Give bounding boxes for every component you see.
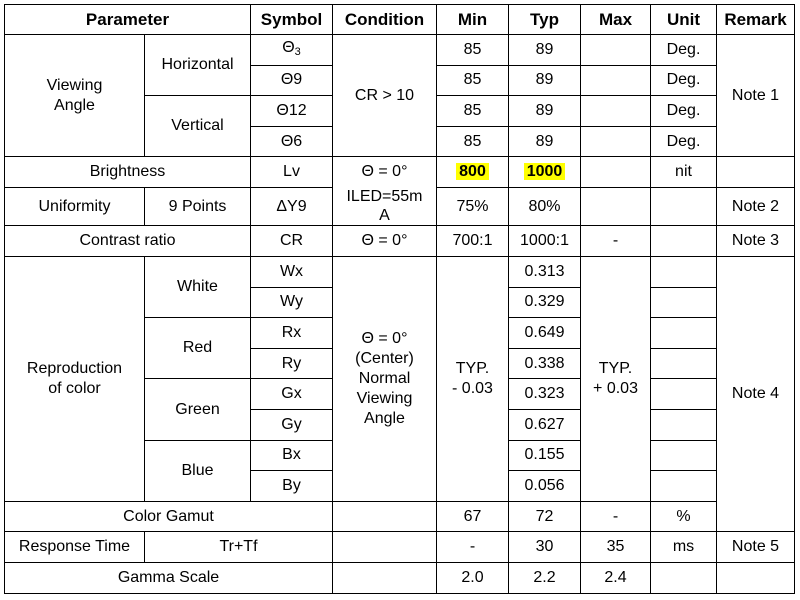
typ-cell: 89 (509, 65, 581, 96)
typ-cell: 0.323 (509, 379, 581, 410)
response-label: Response Time (5, 532, 145, 563)
uniformity-label: Uniformity (5, 187, 145, 226)
symbol-cell: Ry (251, 348, 333, 379)
symbol-cell: Gy (251, 410, 333, 441)
unit-cell (651, 379, 717, 410)
typ-cell: 89 (509, 126, 581, 157)
min-cell: 67 (437, 501, 509, 532)
brightness-typ-highlight: 1000 (524, 163, 566, 180)
unit-cell: % (651, 501, 717, 532)
unit-cell (651, 257, 717, 288)
vertical-label: Vertical (145, 96, 251, 157)
min-cell: 85 (437, 35, 509, 66)
min-cell: 2.0 (437, 563, 509, 594)
reproduction-condition: Θ = 0° (Center) Normal Viewing Angle (333, 257, 437, 502)
max-cell: 2.4 (581, 563, 651, 594)
symbol-cell: Θ12 (251, 96, 333, 127)
max-cell (581, 35, 651, 66)
symbol-cell: Gx (251, 379, 333, 410)
brightness-condition: Θ = 0° (333, 157, 437, 188)
min-cell: 75% (437, 187, 509, 226)
unit-cell (651, 563, 717, 594)
max-cell: - (581, 501, 651, 532)
uniformity-remark: Note 2 (717, 187, 795, 226)
symbol-cell: Wx (251, 257, 333, 288)
symbol-cell: Wy (251, 287, 333, 318)
reproduction-remark: Note 4 (717, 257, 795, 532)
uniformity-sub: 9 Points (145, 187, 251, 226)
remark-cell (717, 563, 795, 594)
typ-cell: 0.649 (509, 318, 581, 349)
table-row (5, 157, 795, 188)
max-cell: - (581, 226, 651, 257)
typ-cell: 89 (509, 35, 581, 66)
unit-cell (651, 440, 717, 471)
unit-cell (651, 226, 717, 257)
max-cell (581, 187, 651, 226)
symbol-cell: Lv (251, 157, 333, 188)
unit-cell (651, 187, 717, 226)
typ-cell: 0.627 (509, 410, 581, 441)
unit-cell: nit (651, 157, 717, 188)
color-red-label: Red (145, 318, 251, 379)
symbol-cell: Θ6 (251, 126, 333, 157)
unit-cell: Deg. (651, 96, 717, 127)
brightness-min-highlight: 800 (456, 163, 489, 180)
brightness-label: Brightness (5, 157, 251, 188)
color-blue-label: Blue (145, 440, 251, 501)
response-remark: Note 5 (717, 532, 795, 563)
table-row (5, 187, 795, 226)
table-row (5, 226, 795, 257)
contrast-remark: Note 3 (717, 226, 795, 257)
typ-cell: 0.329 (509, 287, 581, 318)
symbol-cell: $\Theta_3$ (251, 35, 333, 66)
typ-cell: 0.338 (509, 348, 581, 379)
header-typ: Typ (509, 5, 581, 35)
color-green-label: Green (145, 379, 251, 440)
symbol-cell: ΔY9 (251, 187, 333, 226)
unit-cell: ms (651, 532, 717, 563)
typ-cell: 1000:1 (509, 226, 581, 257)
unit-cell (651, 471, 717, 502)
reproduction-label: Reproduction of color (5, 257, 145, 502)
viewing-remark: Note 1 (717, 35, 795, 157)
header-unit: Unit (651, 5, 717, 35)
unit-cell: Deg. (651, 35, 717, 66)
min-cell: 85 (437, 126, 509, 157)
typ-cell: 72 (509, 501, 581, 532)
reproduction-max: TYP. + 0.03 (581, 257, 651, 502)
contrast-condition: Θ = 0° (333, 226, 437, 257)
typ-cell (509, 157, 581, 188)
min-cell: 85 (437, 96, 509, 127)
color-white-label: White (145, 257, 251, 318)
typ-cell: 0.313 (509, 257, 581, 288)
symbol-cell: Bx (251, 440, 333, 471)
header-max: Max (581, 5, 651, 35)
remark-cell (717, 157, 795, 188)
unit-cell (651, 287, 717, 318)
contrast-label: Contrast ratio (5, 226, 251, 257)
symbol-cell: Θ9 (251, 65, 333, 96)
symbol-cell: CR (251, 226, 333, 257)
typ-cell: 2.2 (509, 563, 581, 594)
symbol-cell: Rx (251, 318, 333, 349)
unit-cell (651, 410, 717, 441)
response-symbol: Tr+Tf (145, 532, 333, 563)
max-cell (581, 96, 651, 127)
header-parameter: Parameter (5, 5, 251, 35)
table-row (5, 563, 795, 594)
symbol-cell: By (251, 471, 333, 502)
table-row (5, 257, 795, 288)
typ-cell: 80% (509, 187, 581, 226)
min-cell: 85 (437, 65, 509, 96)
max-cell (581, 126, 651, 157)
typ-cell: 0.056 (509, 471, 581, 502)
horizontal-label: Horizontal (145, 35, 251, 96)
header-remark: Remark (717, 5, 795, 35)
min-cell: 700:1 (437, 226, 509, 257)
header-min: Min (437, 5, 509, 35)
spec-table (4, 4, 795, 594)
reproduction-min: TYP. - 0.03 (437, 257, 509, 502)
unit-cell: Deg. (651, 65, 717, 96)
min-cell (437, 157, 509, 188)
table-row (5, 35, 795, 66)
max-cell (581, 157, 651, 188)
condition-cell (333, 563, 437, 594)
min-cell: - (437, 532, 509, 563)
viewing-angle-label: Viewing Angle (5, 35, 145, 157)
unit-cell (651, 348, 717, 379)
header-condition: Condition (333, 5, 437, 35)
header-row (5, 5, 795, 35)
condition-cell (333, 501, 437, 532)
max-cell (581, 65, 651, 96)
table-row (5, 532, 795, 563)
iled-condition: ILED=55m A (333, 187, 437, 226)
typ-cell: 89 (509, 96, 581, 127)
gamma-label: Gamma Scale (5, 563, 333, 594)
viewing-condition: CR > 10 (333, 35, 437, 157)
header-symbol: Symbol (251, 5, 333, 35)
condition-cell (333, 532, 437, 563)
table-row (5, 501, 795, 532)
unit-cell (651, 318, 717, 349)
typ-cell: 30 (509, 532, 581, 563)
max-cell: 35 (581, 532, 651, 563)
typ-cell: 0.155 (509, 440, 581, 471)
unit-cell: Deg. (651, 126, 717, 157)
gamut-label: Color Gamut (5, 501, 333, 532)
